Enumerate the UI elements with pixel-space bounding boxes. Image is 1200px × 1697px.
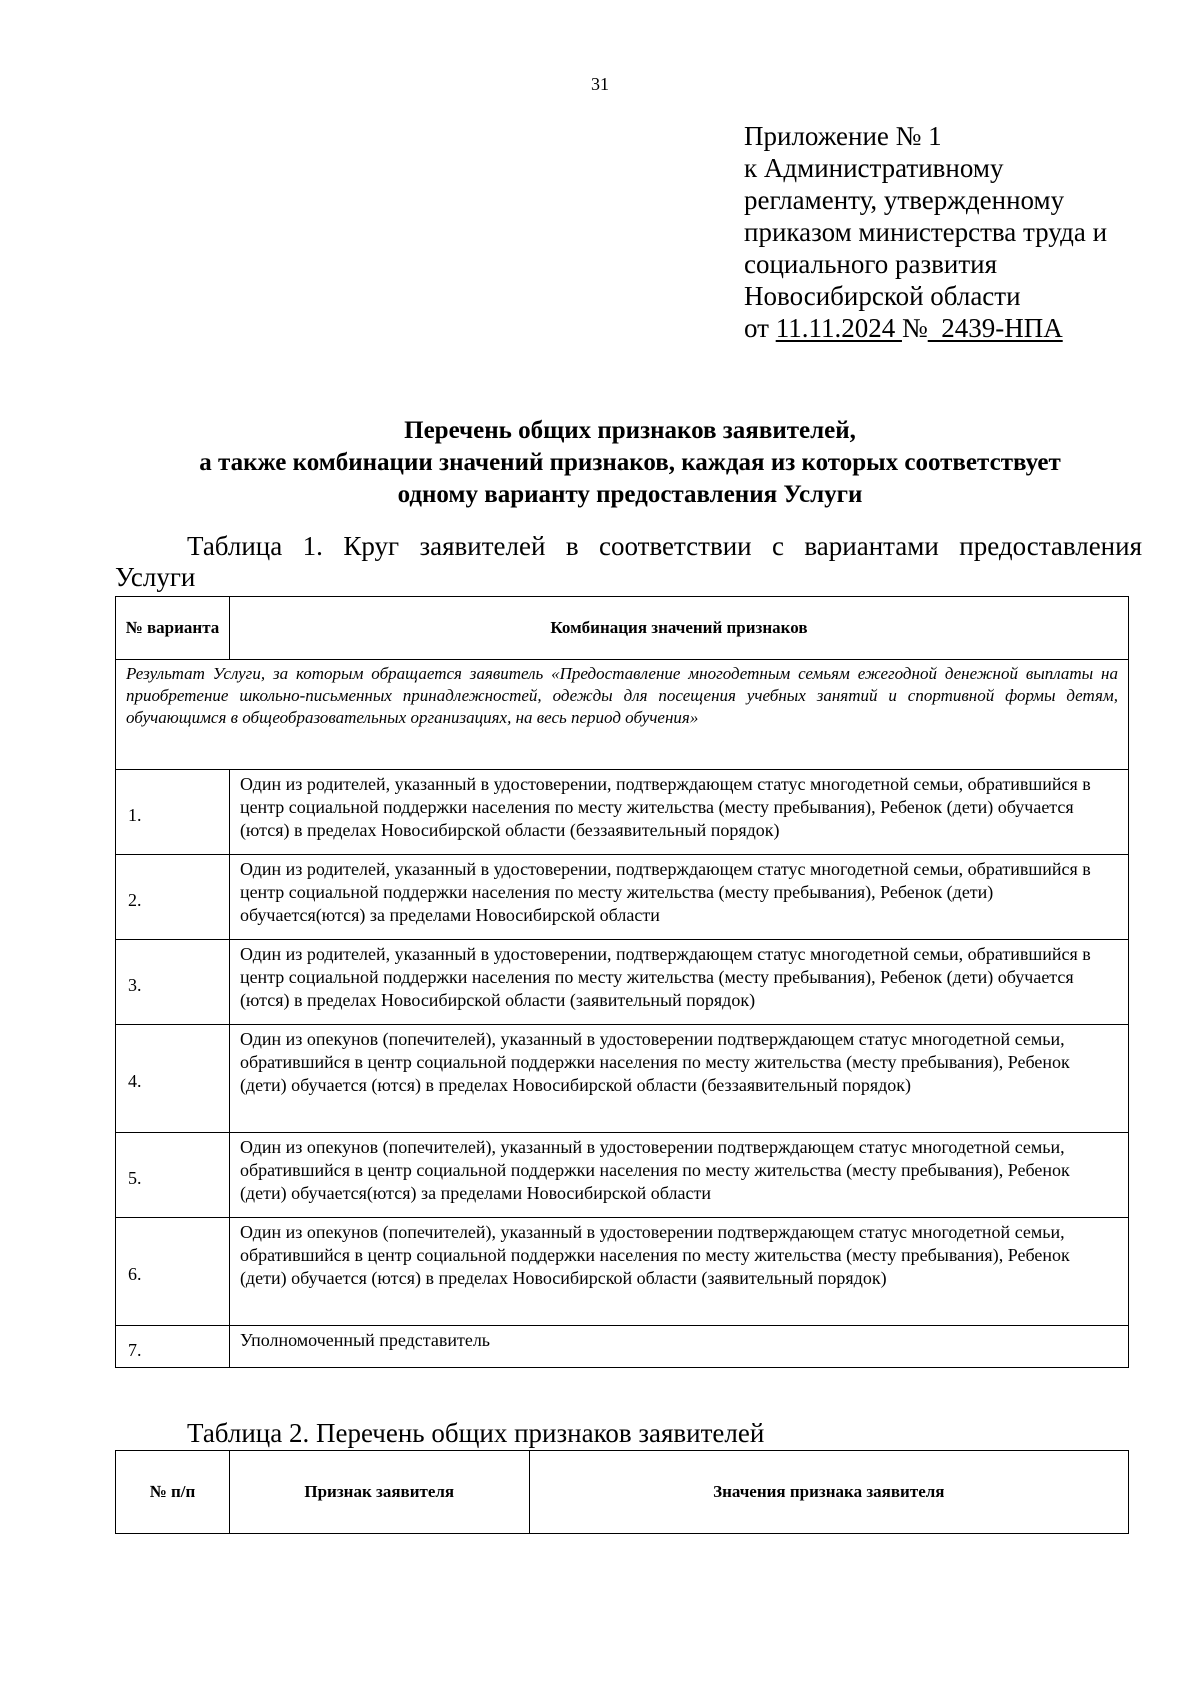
variant-number: 7. [116,1326,230,1368]
appendix-line-6: Новосибирской области [744,281,1021,311]
table-row [116,1025,1129,1133]
appendix-line-5: социального развития [744,249,998,279]
variant-text: Один из родителей, указанный в удостоверении, подтверждающем статус многодетной семьи, обратившийся в центр социальной поддержки населения по месту жительства (месту пребывания), Ребенок (дети) обучается (ются) в пределах Новосибирской области (беззаявительный порядок) [229,770,1128,855]
appendix-line-4: приказом министерства труда и [744,217,1108,247]
table2-header-row [116,1451,1129,1534]
table-row [116,940,1129,1025]
variant-number: 6. [116,1218,230,1326]
title-line-2: а также комбинации значений признаков, каждая из которых соответствует [199,449,1061,476]
variant-text: Один из опекунов (попечителей), указанный в удостоверении подтверждающем статус многодетной семьи, обратившийся в центр социальной поддержки населения по месту жительства (месту пребывания), Ребенок (дети) обучается(ются) за пределами Новосибирской области [229,1133,1128,1218]
applicants-table [115,596,1129,1368]
table1-header-combination: Комбинация значений признаков [229,597,1128,660]
table1-header-number: № варианта [116,597,230,660]
variant-number: 5. [116,1133,230,1218]
table-row [116,1218,1129,1326]
appendix-date-line [744,312,1164,344]
table2-header-values: Значения признака заявителя [529,1451,1128,1534]
page-number: 31 [591,74,609,94]
variant-text: Один из родителей, указанный в удостоверении, подтверждающем статус многодетной семьи, обратившийся в центр социальной поддержки населения по месту жительства (месту пребывания), Ребенок (дети) обучается (ются) в пределах Новосибирской области (заявительный порядок) [229,940,1128,1025]
appendix-number: 2439-НПА [927,313,1063,343]
appendix-line-1: Приложение № 1 [744,121,942,151]
table-row [116,770,1129,855]
table1-result-text: Результат Услуги, за которым обращается заявитель «Предоставление многодетным семьям ежегодной денежной выплаты на приобретение школьно-письменных принадлежностей, одежды для посещения учебных занятий и спортивной формы детям, обучающимся в общеобразовательных организациях, на весь период обучения» [116,660,1129,770]
table1-header-row [116,597,1129,660]
appendix-line-2: к Административному [744,153,1004,183]
table1-caption-line-1: Таблица 1. Круг заявителей в соответствии с вариантами предоставления [187,531,1142,561]
variant-number: 2. [116,855,230,940]
variant-text: Один из опекунов (попечителей), указанный в удостоверении подтверждающем статус многодетной семьи, обратившийся в центр социальной поддержки населения по месту жительства (месту пребывания), Ребенок (дети) обучается (ются) в пределах Новосибирской области (беззаявительный порядок) [229,1025,1128,1133]
table2-header-attribute: Признак заявителя [229,1451,529,1534]
attributes-table [115,1450,1129,1534]
variant-text: Уполномоченный представитель [229,1326,1128,1368]
appendix-date: 11.11.2024 [775,313,902,343]
variant-text: Один из опекунов (попечителей), указанный в удостоверении подтверждающем статус многодетной семьи, обратившийся в центр социальной поддержки населения по месту жительства (месту пребывания), Ребенок (дети) обучается (ются) в пределах Новосибирской области (заявительный порядок) [229,1218,1128,1326]
title-line-1: Перечень общих признаков заявителей, [404,417,856,444]
variant-number: 1. [116,770,230,855]
appendix-number-sign: № [901,313,928,343]
table-row [116,855,1129,940]
variant-number: 3. [116,940,230,1025]
table1-result-row [116,660,1129,770]
appendix-block [744,120,1164,344]
table-row [116,1133,1129,1218]
variant-number: 4. [116,1025,230,1133]
table-row [116,1326,1129,1368]
table2-header-number: № п/п [116,1451,230,1534]
appendix-date-prefix: от [744,313,776,343]
title-line-3: одному варианту предоставления Услуги [397,481,863,508]
table1-caption-line-2: Услуги [115,562,196,592]
document-title [100,415,1160,511]
table2-caption: Таблица 2. Перечень общих признаков заявителей [187,1418,765,1448]
variant-text: Один из родителей, указанный в удостоверении, подтверждающем статус многодетной семьи, обратившийся в центр социальной поддержки населения по месту жительства (месту пребывания), Ребенок (дети) обучается(ются) за пределами Новосибирской области [229,855,1128,940]
table1-caption [115,531,1142,593]
appendix-line-3: регламенту, утвержденному [744,185,1065,215]
